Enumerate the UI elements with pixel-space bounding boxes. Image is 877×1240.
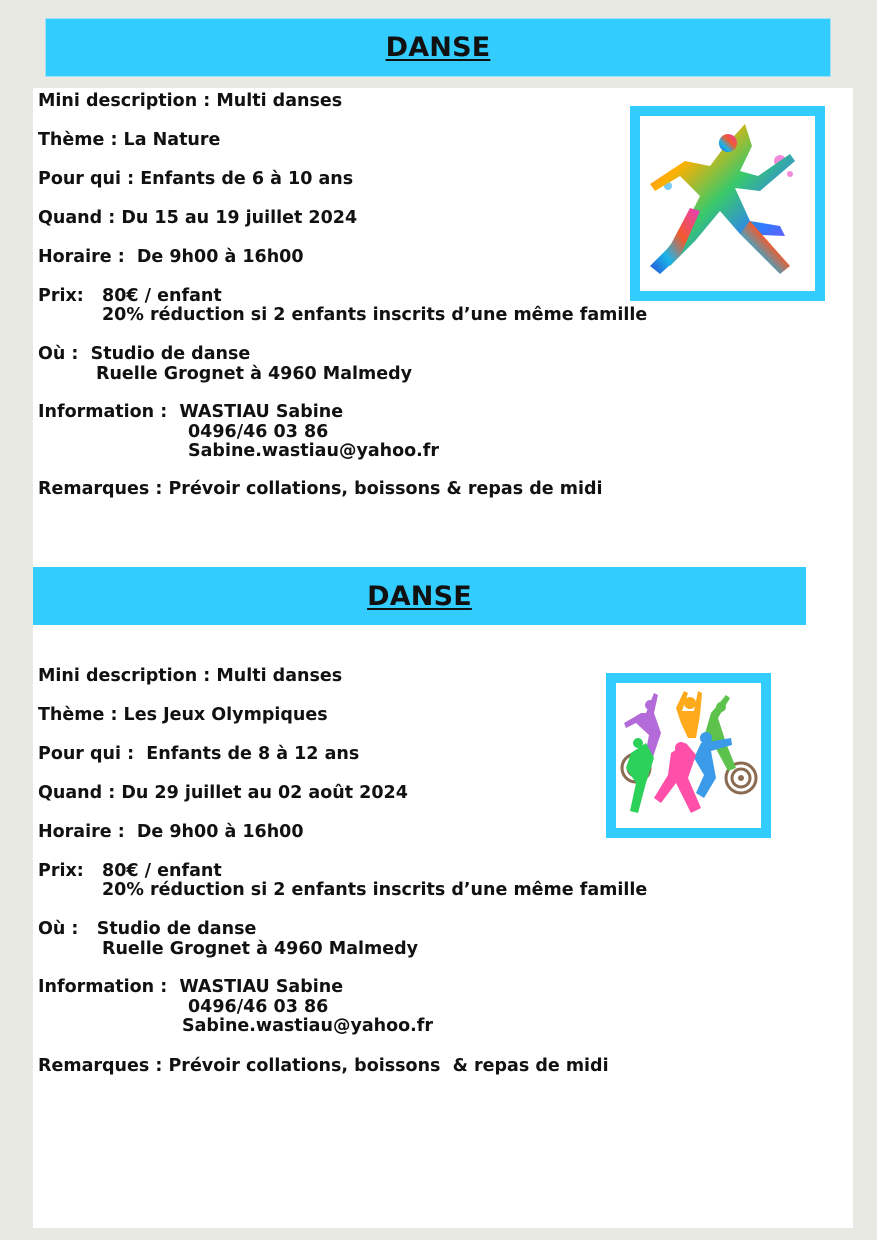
dancers-group-image [606, 673, 771, 838]
label: Remarques : [38, 479, 163, 499]
value: Du 15 au 19 juillet 2024 [115, 208, 358, 228]
value: Prévoir collations, boissons & repas de midi [162, 479, 603, 499]
label: Thème : [38, 130, 118, 150]
value: Studio de danse [78, 344, 251, 364]
value: Les Jeux Olympiques [117, 705, 328, 725]
label: Information : [38, 977, 168, 997]
section1-banner [45, 18, 831, 77]
label: Prix: [38, 861, 84, 881]
value: De 9h00 à 16h00 [124, 822, 304, 842]
section2-dates [38, 783, 408, 803]
section1-remarks [38, 479, 602, 499]
section1-hours [38, 247, 304, 267]
section1-mini-description [38, 91, 342, 111]
section1-location [38, 344, 250, 364]
label: Pour qui : [38, 169, 135, 189]
colorful-dancer-silhouette-icon [640, 116, 815, 291]
section2-banner [33, 567, 806, 625]
value: Studio de danse [78, 919, 257, 939]
label: Remarques : [38, 1056, 163, 1076]
section1-title: DANSE [385, 32, 491, 63]
section2-mini-description [38, 666, 342, 686]
value: De 9h00 à 16h00 [124, 247, 304, 267]
section1-theme [38, 130, 220, 150]
value: La Nature [117, 130, 221, 150]
section1-address: Ruelle Grognet à 4960 Malmedy [96, 364, 413, 384]
section2-phone: 0496/46 03 86 [188, 997, 329, 1017]
label: Où : [38, 344, 79, 364]
section2-hours [38, 822, 304, 842]
section1-price [38, 286, 222, 306]
section1-price-note: 20% réduction si 2 enfants inscrits d’une même famille [102, 305, 648, 325]
label: Horaire : [38, 247, 125, 267]
value: Multi danses [210, 91, 343, 111]
dancer-image [630, 106, 825, 301]
label: Mini description : [38, 666, 211, 686]
label: Thème : [38, 705, 118, 725]
label: Information : [38, 402, 168, 422]
section1-audience [38, 169, 353, 189]
value: Enfants de 6 à 10 ans [134, 169, 354, 189]
label: Mini description : [38, 91, 211, 111]
value: WASTIAU Sabine [167, 402, 344, 422]
section1-dates [38, 208, 357, 228]
section2-information [38, 977, 343, 997]
section1-email[interactable]: Sabine.wastiau@yahoo.fr [188, 441, 440, 461]
label: Prix: [38, 286, 84, 306]
label: Horaire : [38, 822, 125, 842]
label: Pour qui : [38, 744, 135, 764]
section1-phone: 0496/46 03 86 [188, 422, 329, 442]
section2-remarks [38, 1056, 609, 1076]
section2-price-note: 20% réduction si 2 enfants inscrits d’une même famille [102, 880, 648, 900]
section2-email[interactable]: Sabine.wastiau@yahoo.fr [182, 1016, 434, 1036]
value: Enfants de 8 à 12 ans [134, 744, 360, 764]
section2-audience [38, 744, 359, 764]
section1-information [38, 402, 343, 422]
section2-price [38, 861, 222, 881]
value: Prévoir collations, boissons & repas de midi [162, 1056, 609, 1076]
section2-address: Ruelle Grognet à 4960 Malmedy [102, 939, 419, 959]
section2-title: DANSE [367, 580, 472, 612]
value: 80€ / enfant [83, 861, 222, 881]
value: Du 29 juillet au 02 août 2024 [115, 783, 408, 803]
section2-theme [38, 705, 328, 725]
value: 80€ / enfant [83, 286, 222, 306]
label: Où : [38, 919, 79, 939]
label: Quand : [38, 783, 116, 803]
value: WASTIAU Sabine [167, 977, 344, 997]
section2-location [38, 919, 256, 939]
label: Quand : [38, 208, 116, 228]
jumping-dancers-group-icon [616, 683, 761, 828]
value: Multi danses [210, 666, 343, 686]
